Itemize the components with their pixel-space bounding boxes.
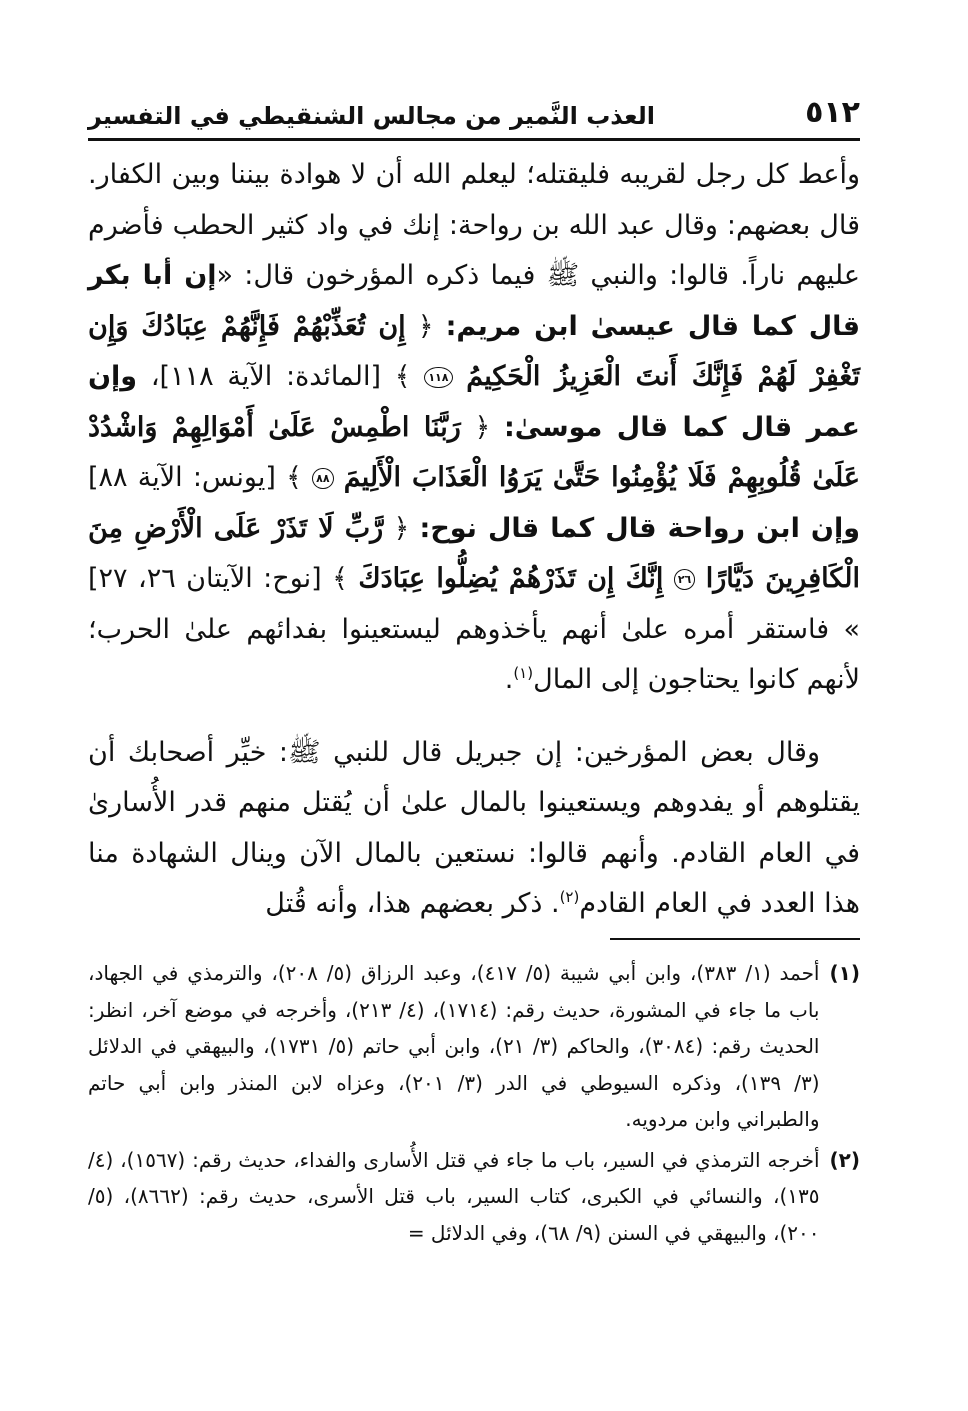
paragraph-1-continuation: » فاستقر أمره علىٰ أنهم يأخذوهم ليستعينوا بفدائهم علىٰ الحرب؛ لأنهم كانوا يحتاجون إلى المال (88, 613, 860, 695)
footnote-text: أخرجه الترمذي في السير، باب ما جاء في قتل الأُسارى والفداء، حديث رقم: (١٥٦٧)، (٤/ ١٣٥)، والنسائي في الكبرى، كتاب السير، باب قتل الأسرى، حديث رقم: (٨٦٦٢)، (٥/ ٢٠٠)، والبيهقي في السنن (٩/ ٦٨)، وفي الدلائل = (88, 1147, 820, 1245)
header-rule (88, 138, 860, 141)
ibn-rawaha-statement: وإن ابن رواحة قال كما قال نوح: (419, 512, 860, 544)
quran-verse-nuh-27: إِنَّكَ إِن تَذَرْهُمْ يُضِلُّوا عِبَادَكَ (358, 563, 664, 594)
book-page (88, 0, 860, 1411)
footnote-1 (88, 955, 860, 1138)
abu-bakr-statement: إن أبا بكر قال كما قال عيسىٰ ابن مريم: (88, 260, 860, 342)
paragraph-1-text: وأعط كل رجل لقريبه فليقتله؛ ليعلم الله أن لا هوادة بيننا وبين الكفار. قال بعضهم: وقال عبد الله بن رواحة: إنك في واد كثير الحطب فأضرم عليهم ناراً. قالوا: والنبي ﷺ فيما ذكره المؤرخون قال: « (88, 159, 860, 291)
verse-reference-nuh: [نوح: الآيتان ٢٦، ٢٧] (88, 563, 322, 594)
footnotes (88, 955, 860, 1255)
footnote-text: أحمد (١/ ٣٨٣)، وابن أبي شيبة (٥/ ٤١٧)، وعبد الرزاق (٥/ ٢٠٨)، والترمذي في الجهاد، باب ما جاء في المشورة، حديث رقم: (١٧١٤)، (٤/ ٢١٣)، وأخرجه في موضع آخر، انظر: الحديث رقم: (٣٠٨٤)، والحاكم (٣/ ٢١)، وابن أبي حاتم (٥/ ١٧٣١)، والبيهقي في الدلائل (٣/ ١٣٩)، وذكره السيوطي في الدر (٣/ ٢٠١)، وعزاه لابن المنذر وابن أبي حاتم والطبراني وابن مردويه. (88, 961, 820, 1131)
ayah-number-118: ١١٨ (424, 367, 452, 388)
paragraph-2-text: وقال بعض المؤرخين: إن جبريل قال للنبي ﷺ: خيِّر أصحابك أن يقتلوهم أو يفدوهم ويستعينوا بالمال علىٰ أن يُقتل منهم قدر الأُسارىٰ في العام القادم. وأنهم قالوا: نستعين بالمال الآن وينال الشهادة منا هذا العدد في العام القادم (88, 736, 860, 919)
quran-close-bracket: ﴾ (332, 563, 348, 594)
page-header (88, 82, 860, 128)
footnote-separator (610, 938, 860, 940)
ayah-number-26: ٢٦ (674, 569, 695, 590)
quran-open-bracket: ﴿ (417, 310, 434, 342)
page-number: ٥١٢ (805, 95, 860, 130)
footnote-ref-1[interactable]: (١) (513, 664, 534, 682)
quran-close-bracket: ﴾ (286, 462, 302, 493)
paragraph-2-end: . ذكر بعضهم هذا، وأنه قُتل (265, 888, 560, 919)
paragraph-1 (88, 150, 860, 706)
quran-close-bracket: ﴾ (394, 361, 411, 392)
quran-verse-maidah: إِن تُعَذِّبْهُمْ فَإِنَّهُمْ عِبَادُكَ وَإِن تَغْفِرْ لَهُمْ فَإِنَّكَ أَنتَ الْعَزِيزُ الْحَكِيمُ (88, 310, 860, 392)
ayah-number-88: ٨٨ (312, 468, 333, 489)
paragraph-1-end: . (504, 664, 514, 695)
footnote-number: (١) (829, 961, 860, 985)
quran-open-bracket: ﴿ (474, 411, 491, 443)
footnote-2 (88, 1142, 860, 1252)
running-title: العذب النَّمير من مجالس الشنقيطي في التفسير (88, 102, 655, 130)
quran-open-bracket: ﴿ (393, 512, 410, 544)
quran-verse-yunus: رَبَّنَا اطْمِسْ عَلَىٰ أَمْوَالِهِمْ وَاشْدُدْ عَلَىٰ قُلُوبِهِمْ فَلَا يُؤْمِنُوا حَتَّىٰ يَرَوُا الْعَذَابَ الْأَلِيمَ (88, 411, 861, 493)
verse-reference-yunus: [يونس: الآية ٨٨] (88, 462, 276, 493)
umar-statement: وإن عمر قال كما قال موسىٰ: (88, 361, 860, 443)
paragraph-2 (88, 728, 860, 930)
main-text (88, 150, 860, 930)
footnote-number: (٢) (829, 1147, 860, 1172)
footnote-ref-2[interactable]: (٢) (559, 888, 580, 906)
verse-reference-maidah: [المائدة: الآية ١١٨]، (150, 361, 382, 392)
quran-verse-nuh-26: رَّبِّ لَا تَذَرْ عَلَى الْأَرْضِ مِنَ الْكَافِرِينَ دَيَّارًا (88, 512, 860, 594)
